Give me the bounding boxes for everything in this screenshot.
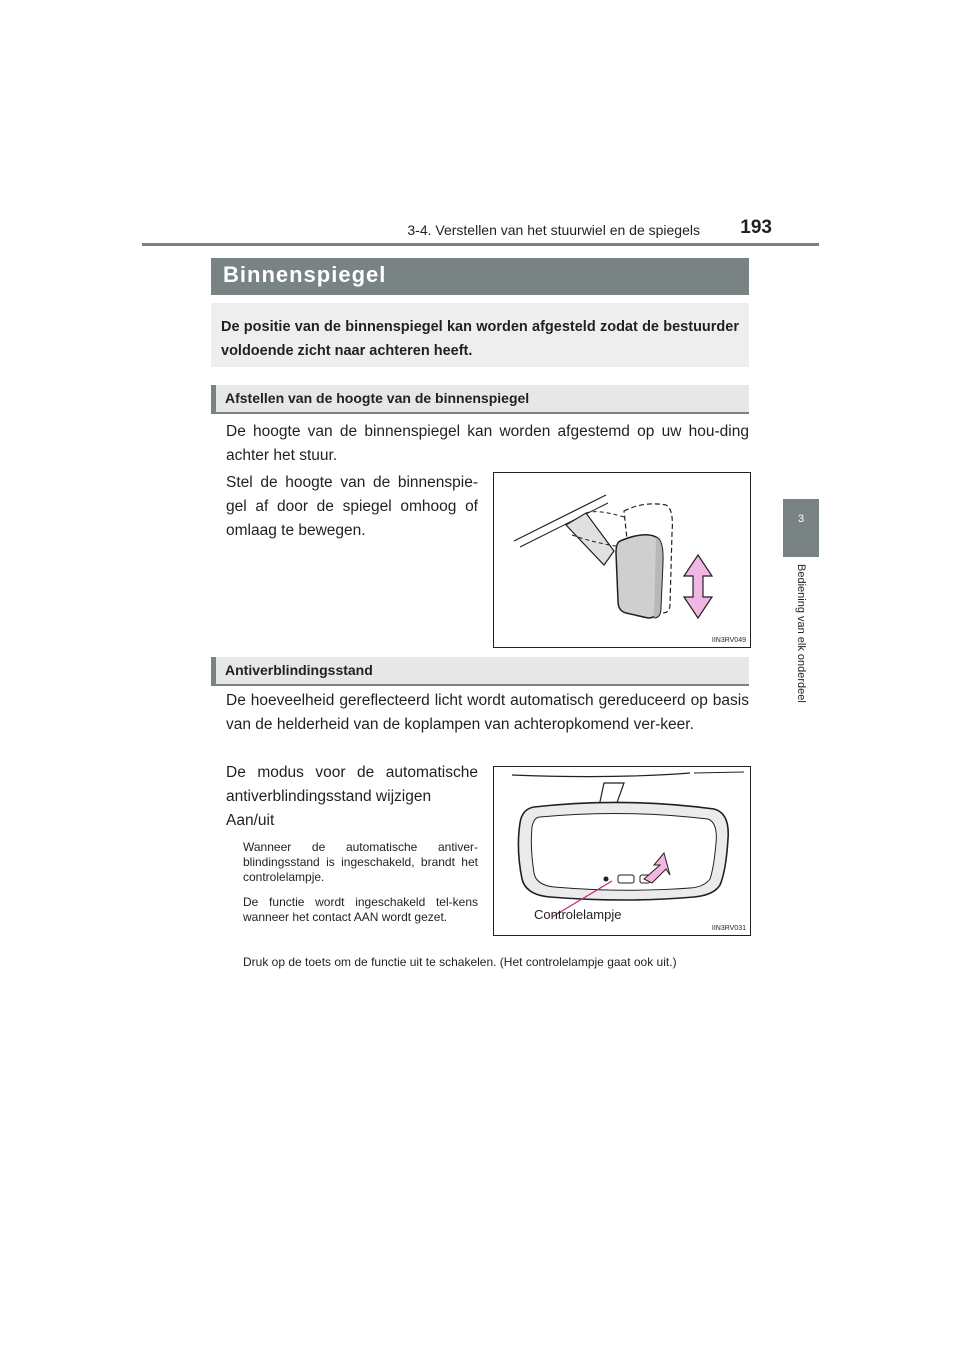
subheading-height-adjust	[211, 385, 749, 414]
subheading-antiglare-text: Antiverblindingsstand	[225, 662, 373, 678]
subheading-height-adjust-text: Afstellen van de hoogte van de binnenspiegel	[225, 390, 530, 406]
antiglare-mode-text: De modus voor de automatische antiverblindingsstand wijzigen	[226, 764, 478, 805]
chapter-side-label-text: Bediening van elk onderdeel	[795, 564, 807, 703]
height-paragraph: De hoogte van de binnenspiegel kan worden afgestemd op uw hou-ding achter het stuur.	[226, 423, 749, 464]
antiglare-mirror-figure	[493, 766, 751, 936]
antiglare-mirror-illustration	[494, 767, 750, 935]
figure-code-031: IIN3RV031	[711, 925, 746, 932]
section-title-band	[211, 258, 749, 295]
mirror-height-illustration	[494, 473, 750, 647]
intro-text: De positie van de binnenspiegel kan worden afgesteld zodat de bestuurder voldoende zicht naar achteren heeft.	[221, 319, 739, 359]
header-rule	[142, 243, 819, 246]
antiglare-paragraph: De hoeveelheid gereflecteerd licht wordt automatisch gereduceerd op basis van de helderheid van de koplampen van achteropkomend ver-keer.	[226, 692, 749, 733]
chapter-side-label	[783, 564, 819, 754]
section-title: Binnenspiegel	[223, 262, 387, 287]
antiglare-note-indicator: Wanneer de automatische antiver-blindingsstand is ingeschakeld, brandt het controlelampje.	[243, 840, 478, 884]
height-instruction: Stel de hoogte van de binnenspie-gel af door de spiegel omhoog of omlaag te bewegen.	[226, 474, 478, 539]
subheading-antiglare	[211, 657, 749, 686]
antiglare-note-switch-off: Druk op de toets om de functie uit te schakelen. (Het controlelampje gaat ook uit.)	[243, 955, 677, 969]
chapter-title: 3-4. Verstellen van het stuurwiel en de spiegels	[407, 222, 700, 238]
intro-box	[211, 303, 749, 367]
antiglare-note-ignition: De functie wordt ingeschakeld tel-kens wanneer het contact AAN wordt gezet.	[243, 895, 478, 924]
chapter-tab: 3	[783, 499, 819, 557]
page-number: 193	[740, 217, 772, 238]
figure-code-049: IIN3RV049	[711, 637, 746, 644]
antiglare-on-off-text: Aan/uit	[226, 812, 275, 829]
mirror-height-figure	[493, 472, 751, 648]
indicator-callout: Controlelampje	[534, 907, 622, 922]
